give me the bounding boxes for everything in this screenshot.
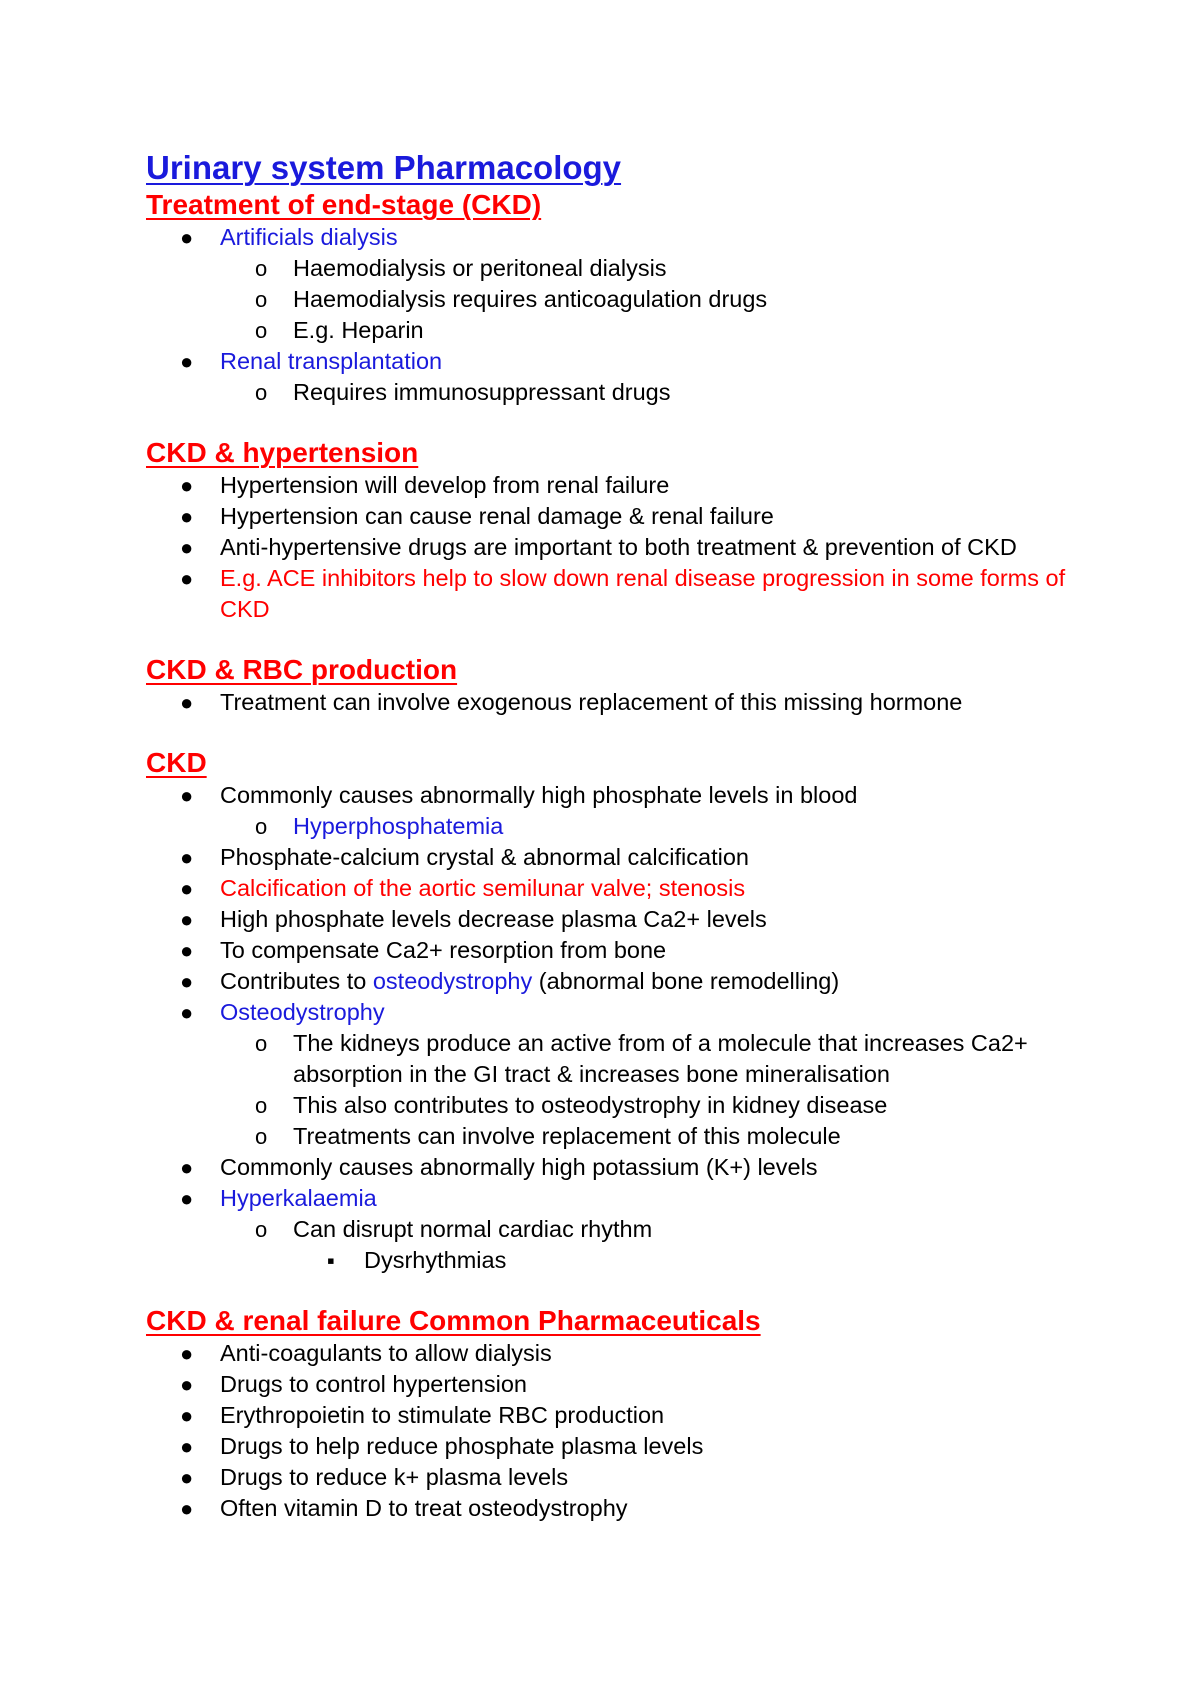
list-item-text: Drugs to reduce k+ plasma levels [220, 1464, 569, 1490]
list-item [146, 1369, 1086, 1400]
list-item [146, 532, 1086, 563]
list-item [146, 501, 1086, 532]
bullet-marker: ● [180, 969, 194, 994]
bullet-marker: ● [180, 1155, 194, 1180]
list-item [146, 470, 1086, 501]
list-item-text: Artificials dialysis [220, 224, 398, 250]
list-item [146, 687, 1086, 718]
section-heading: Treatment of end-stage (CKD) [146, 189, 542, 220]
list-item [146, 1121, 1086, 1152]
list-item [146, 1152, 1086, 1183]
list-item-text-part: (abnormal bone remodelling) [532, 968, 840, 994]
list-item [146, 1431, 1086, 1462]
list-item-text: Drugs to control hypertension [220, 1371, 527, 1397]
list-item [146, 1400, 1086, 1431]
section-heading: CKD & hypertension [146, 437, 419, 468]
list-item [146, 315, 1086, 346]
bullet-marker: ● [180, 1000, 194, 1025]
list-item [146, 563, 1086, 625]
list-item [146, 1493, 1086, 1524]
list-item [146, 222, 1086, 253]
list-item [146, 346, 1086, 377]
list-item-text: Requires immunosuppressant drugs [293, 379, 671, 405]
list-item-text: Hypertension will develop from renal failure [220, 472, 670, 498]
list-item [146, 997, 1086, 1028]
list-item [146, 780, 1086, 811]
list-item-text: High phosphate levels decrease plasma Ca2+ levels [220, 906, 767, 932]
bullet-marker: o [255, 1124, 268, 1149]
bullet-list [146, 780, 1086, 1276]
list-item [146, 842, 1086, 873]
list-item-text: Hypertension can cause renal damage & renal failure [220, 503, 774, 529]
section-spacer [146, 408, 1086, 436]
list-item-text: Drugs to help reduce phosphate plasma levels [220, 1433, 704, 1459]
list-item-text: Dysrhythmias [364, 1247, 507, 1273]
list-item-text: Calcification of the aortic semilunar valve; stenosis [220, 875, 746, 901]
list-item [146, 253, 1086, 284]
bullet-list [146, 1338, 1086, 1524]
list-item [146, 284, 1086, 315]
bullet-marker: ▪ [327, 1248, 335, 1273]
bullet-marker: ● [180, 938, 194, 963]
bullet-marker: ● [180, 225, 194, 250]
list-item-text: To compensate Ca2+ resorption from bone [220, 937, 667, 963]
list-item-text: Hyperphosphatemia [293, 813, 504, 839]
list-item-text: Renal transplantation [220, 348, 443, 374]
bullet-marker: o [255, 380, 268, 405]
list-item-text: Treatments can involve replacement of this molecule [293, 1123, 841, 1149]
list-item-text: Anti-coagulants to allow dialysis [220, 1340, 552, 1366]
list-item-text: Phosphate-calcium crystal & abnormal calcification [220, 844, 749, 870]
bullet-marker: ● [180, 473, 194, 498]
bullet-marker: ● [180, 1434, 194, 1459]
list-item-text: Erythropoietin to stimulate RBC production [220, 1402, 665, 1428]
bullet-marker: ● [180, 1403, 194, 1428]
section-spacer [146, 625, 1086, 653]
list-item-text: Commonly causes abnormally high potassium (K+) levels [220, 1154, 818, 1180]
list-item-text: Hyperkalaemia [220, 1185, 377, 1211]
list-item [146, 904, 1086, 935]
bullet-marker: o [255, 1217, 268, 1242]
bullet-marker: ● [180, 1372, 194, 1397]
list-item [146, 1090, 1086, 1121]
bullet-marker: ● [180, 783, 194, 808]
list-item [146, 1245, 1086, 1276]
list-item [146, 1338, 1086, 1369]
list-item [146, 811, 1086, 842]
page-title: Urinary system Pharmacology [146, 149, 622, 186]
section-heading: CKD [146, 747, 207, 778]
list-item [146, 1028, 1086, 1090]
list-item [146, 1214, 1086, 1245]
list-item-text: E.g. Heparin [293, 317, 424, 343]
bullet-marker: ● [180, 504, 194, 529]
bullet-list [146, 222, 1086, 408]
bullet-marker: o [255, 814, 268, 839]
list-item [146, 1183, 1086, 1214]
list-item-text-part: osteodystrophy [372, 968, 533, 994]
bullet-list [146, 687, 1086, 718]
bullet-marker: o [255, 256, 268, 281]
list-item-text: Commonly causes abnormally high phosphate levels in blood [220, 782, 858, 808]
bullet-marker: o [255, 318, 268, 343]
bullet-marker: o [255, 1093, 268, 1118]
bullet-marker: o [255, 287, 268, 312]
bullet-marker: ● [180, 1496, 194, 1521]
document-body [146, 188, 1086, 1524]
section-spacer [146, 1276, 1086, 1304]
list-item-text: Can disrupt normal cardiac rhythm [293, 1216, 653, 1242]
list-item-text: Anti-hypertensive drugs are important to both treatment & prevention of CKD [220, 534, 1017, 560]
bullet-marker: ● [180, 1465, 194, 1490]
bullet-marker: ● [180, 1186, 194, 1211]
section-heading: CKD & renal failure Common Pharmaceuticals [146, 1305, 761, 1336]
list-item-text: The kidneys produce an active from of a molecule that increases Ca2+ absorption in the GI tract & increases bone mineralisation [293, 1030, 1028, 1087]
list-item-text: Haemodialysis or peritoneal dialysis [293, 255, 667, 281]
list-item-text: This also contributes to osteodystrophy in kidney disease [293, 1092, 888, 1118]
list-item-text: Treatment can involve exogenous replacement of this missing hormone [220, 689, 963, 715]
list-item-text-part: Contributes to [220, 968, 373, 994]
bullet-marker: ● [180, 907, 194, 932]
section-heading: CKD & RBC production [146, 654, 458, 685]
bullet-list [146, 470, 1086, 625]
section-spacer [146, 718, 1086, 746]
list-item [146, 966, 1086, 997]
bullet-marker: ● [180, 876, 194, 901]
list-item [146, 873, 1086, 904]
bullet-marker: ● [180, 566, 194, 591]
list-item [146, 1462, 1086, 1493]
bullet-marker: ● [180, 1341, 194, 1366]
list-item [146, 935, 1086, 966]
list-item-text: Haemodialysis requires anticoagulation drugs [293, 286, 768, 312]
bullet-marker: ● [180, 845, 194, 870]
list-item-text: Osteodystrophy [220, 999, 385, 1025]
bullet-marker: ● [180, 535, 194, 560]
bullet-marker: o [255, 1031, 268, 1056]
list-item-text: E.g. ACE inhibitors help to slow down renal disease progression in some forms of CKD [220, 565, 1066, 622]
list-item [146, 377, 1086, 408]
list-item-text: Often vitamin D to treat osteodystrophy [220, 1495, 628, 1521]
bullet-marker: ● [180, 690, 194, 715]
bullet-marker: ● [180, 349, 194, 374]
document-page [146, 148, 1086, 1524]
